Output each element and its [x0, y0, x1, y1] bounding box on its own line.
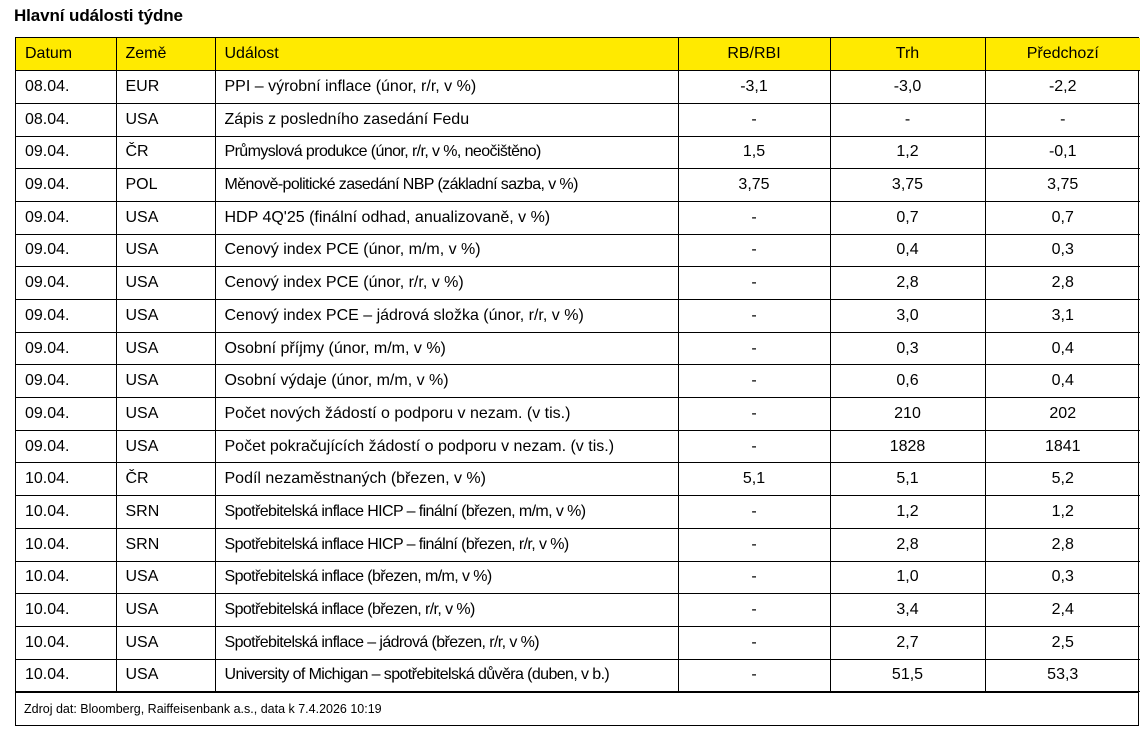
- table-row: [16, 332, 1140, 365]
- cell-previous: 5,2: [985, 463, 1140, 496]
- cell-market: 2,7: [830, 626, 985, 659]
- cell-event: Cenový index PCE – jádrová složka (únor, r/r, v %): [215, 300, 678, 333]
- cell-previous: 2,8: [985, 267, 1140, 300]
- cell-event: Spotřebitelská inflace (březen, m/m, v %): [215, 561, 678, 594]
- cell-previous: 0,3: [985, 234, 1140, 267]
- cell-previous: 1,2: [985, 496, 1140, 529]
- table-row: [16, 169, 1140, 202]
- table-row: [16, 103, 1140, 136]
- cell-date: 08.04.: [16, 71, 116, 104]
- cell-date: 09.04.: [16, 234, 116, 267]
- cell-event: Spotřebitelská inflace HICP – finální (březen, m/m, v %): [215, 496, 678, 529]
- header-date: Datum: [16, 38, 116, 71]
- cell-rb: 1,5: [678, 136, 830, 169]
- cell-country: USA: [116, 594, 215, 627]
- cell-market: 2,8: [830, 528, 985, 561]
- cell-country: EUR: [116, 71, 215, 104]
- table-row: [16, 463, 1140, 496]
- cell-market: 2,8: [830, 267, 985, 300]
- cell-previous: 3,1: [985, 300, 1140, 333]
- cell-previous: 53,3: [985, 659, 1140, 692]
- cell-rb: -: [678, 300, 830, 333]
- cell-country: USA: [116, 234, 215, 267]
- cell-event: Počet pokračujících žádostí o podporu v nezam. (v tis.): [215, 430, 678, 463]
- cell-market: 1,2: [830, 136, 985, 169]
- table-row: [16, 300, 1140, 333]
- cell-market: 0,7: [830, 201, 985, 234]
- source-note: Zdroj dat: Bloomberg, Raiffeisenbank a.s., data k 7.4.2026 10:19: [16, 692, 1138, 725]
- table-row: [16, 267, 1140, 300]
- cell-rb: -: [678, 234, 830, 267]
- cell-event: University of Michigan – spotřebitelská důvěra (duben, v b.): [215, 659, 678, 692]
- cell-previous: -0,1: [985, 136, 1140, 169]
- cell-event: Cenový index PCE (únor, m/m, v %): [215, 234, 678, 267]
- cell-previous: 0,3: [985, 561, 1140, 594]
- events-table: [16, 38, 1140, 692]
- cell-rb: -: [678, 201, 830, 234]
- cell-country: USA: [116, 201, 215, 234]
- cell-date: 09.04.: [16, 398, 116, 431]
- cell-event: HDP 4Q'25 (finální odhad, anualizovaně, v %): [215, 201, 678, 234]
- table-header-row: [16, 38, 1140, 71]
- page-title: Hlavní události týdne: [14, 6, 183, 25]
- cell-previous: 2,4: [985, 594, 1140, 627]
- cell-previous: 0,4: [985, 332, 1140, 365]
- table-row: [16, 365, 1140, 398]
- cell-rb: -: [678, 626, 830, 659]
- table-row: [16, 136, 1140, 169]
- cell-rb: -: [678, 267, 830, 300]
- cell-market: 0,4: [830, 234, 985, 267]
- cell-date: 09.04.: [16, 136, 116, 169]
- cell-market: 1,0: [830, 561, 985, 594]
- cell-event: Osobní výdaje (únor, m/m, v %): [215, 365, 678, 398]
- table-row: [16, 528, 1140, 561]
- cell-date: 10.04.: [16, 463, 116, 496]
- cell-event: Zápis z posledního zasedání Fedu: [215, 103, 678, 136]
- cell-country: USA: [116, 332, 215, 365]
- events-table-frame: [15, 37, 1139, 726]
- cell-country: ČR: [116, 463, 215, 496]
- cell-rb: -3,1: [678, 71, 830, 104]
- cell-country: ČR: [116, 136, 215, 169]
- cell-event: Cenový index PCE (únor, r/r, v %): [215, 267, 678, 300]
- cell-previous: 0,4: [985, 365, 1140, 398]
- cell-country: USA: [116, 300, 215, 333]
- cell-rb: 5,1: [678, 463, 830, 496]
- cell-date: 09.04.: [16, 201, 116, 234]
- cell-market: -: [830, 103, 985, 136]
- cell-date: 10.04.: [16, 626, 116, 659]
- cell-country: POL: [116, 169, 215, 202]
- table-row: [16, 430, 1140, 463]
- table-row: [16, 659, 1140, 692]
- cell-event: Podíl nezaměstnaných (březen, v %): [215, 463, 678, 496]
- cell-date: 09.04.: [16, 267, 116, 300]
- table-row: [16, 594, 1140, 627]
- table-row: [16, 398, 1140, 431]
- cell-previous: 0,7: [985, 201, 1140, 234]
- cell-country: USA: [116, 659, 215, 692]
- table-row: [16, 496, 1140, 529]
- cell-previous: 202: [985, 398, 1140, 431]
- cell-previous: 1841: [985, 430, 1140, 463]
- cell-market: 3,75: [830, 169, 985, 202]
- cell-date: 09.04.: [16, 365, 116, 398]
- cell-date: 10.04.: [16, 659, 116, 692]
- cell-date: 09.04.: [16, 169, 116, 202]
- cell-market: 3,0: [830, 300, 985, 333]
- cell-rb: -: [678, 528, 830, 561]
- cell-previous: 3,75: [985, 169, 1140, 202]
- cell-rb: -: [678, 332, 830, 365]
- cell-date: 09.04.: [16, 430, 116, 463]
- cell-rb: 3,75: [678, 169, 830, 202]
- cell-event: Počet nových žádostí o podporu v nezam. (v tis.): [215, 398, 678, 431]
- cell-market: 3,4: [830, 594, 985, 627]
- cell-previous: 2,8: [985, 528, 1140, 561]
- cell-market: 0,3: [830, 332, 985, 365]
- cell-date: 10.04.: [16, 496, 116, 529]
- header-previous: Předchozí: [985, 38, 1140, 71]
- cell-country: USA: [116, 561, 215, 594]
- header-market: Trh: [830, 38, 985, 71]
- cell-market: 5,1: [830, 463, 985, 496]
- cell-date: 10.04.: [16, 528, 116, 561]
- cell-market: 1,2: [830, 496, 985, 529]
- cell-rb: -: [678, 594, 830, 627]
- cell-rb: -: [678, 365, 830, 398]
- cell-event: Měnově-politické zasedání NBP (základní sazba, v %): [215, 169, 678, 202]
- table-row: [16, 201, 1140, 234]
- cell-date: 10.04.: [16, 594, 116, 627]
- table-row: [16, 561, 1140, 594]
- header-event: Událost: [215, 38, 678, 71]
- cell-event: Spotřebitelská inflace (březen, r/r, v %): [215, 594, 678, 627]
- cell-country: USA: [116, 430, 215, 463]
- header-country: Země: [116, 38, 215, 71]
- table-row: [16, 234, 1140, 267]
- cell-previous: -2,2: [985, 71, 1140, 104]
- cell-country: USA: [116, 365, 215, 398]
- cell-country: USA: [116, 267, 215, 300]
- cell-market: 51,5: [830, 659, 985, 692]
- cell-event: Průmyslová produkce (únor, r/r, v %, neočištěno): [215, 136, 678, 169]
- cell-market: 210: [830, 398, 985, 431]
- cell-rb: -: [678, 430, 830, 463]
- cell-country: SRN: [116, 528, 215, 561]
- cell-country: USA: [116, 626, 215, 659]
- cell-country: SRN: [116, 496, 215, 529]
- cell-market: 0,6: [830, 365, 985, 398]
- cell-previous: -: [985, 103, 1140, 136]
- cell-date: 10.04.: [16, 561, 116, 594]
- cell-event: Spotřebitelská inflace – jádrová (březen, r/r, v %): [215, 626, 678, 659]
- cell-date: 08.04.: [16, 103, 116, 136]
- cell-rb: -: [678, 398, 830, 431]
- cell-rb: -: [678, 103, 830, 136]
- cell-previous: 2,5: [985, 626, 1140, 659]
- cell-rb: -: [678, 659, 830, 692]
- cell-market: 1828: [830, 430, 985, 463]
- cell-country: USA: [116, 103, 215, 136]
- cell-event: Osobní příjmy (únor, m/m, v %): [215, 332, 678, 365]
- table-body: [16, 71, 1140, 692]
- table-row: [16, 71, 1140, 104]
- header-rb: RB/RBI: [678, 38, 830, 71]
- cell-country: USA: [116, 398, 215, 431]
- cell-event: Spotřebitelská inflace HICP – finální (březen, r/r, v %): [215, 528, 678, 561]
- cell-market: -3,0: [830, 71, 985, 104]
- cell-rb: -: [678, 496, 830, 529]
- table-row: [16, 626, 1140, 659]
- cell-date: 09.04.: [16, 300, 116, 333]
- cell-rb: -: [678, 561, 830, 594]
- cell-date: 09.04.: [16, 332, 116, 365]
- cell-event: PPI – výrobní inflace (únor, r/r, v %): [215, 71, 678, 104]
